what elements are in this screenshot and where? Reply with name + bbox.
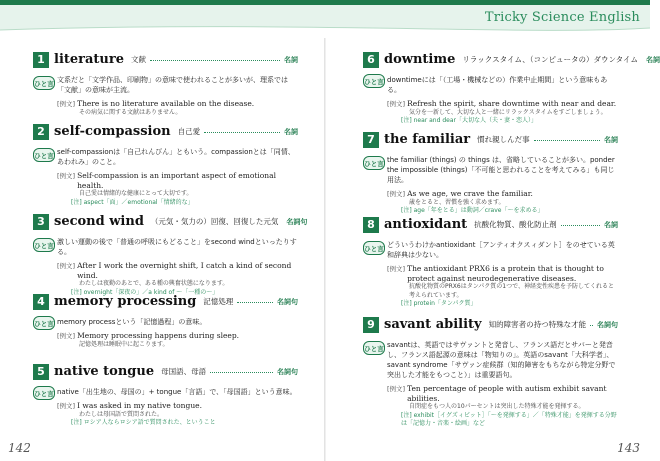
entry-savant-ability	[363, 315, 618, 427]
example-sentence: As we age, we crave the familiar.	[407, 189, 533, 198]
hitokoto-badge: ひと言	[33, 238, 55, 252]
explanation: 激しい運動の後で「普通の呼吸にもどること」をsecond windといったりする。	[57, 238, 297, 256]
example-label: [例文]	[387, 385, 406, 393]
example-sentence: Ten percentage of people with autism exhibit savant abilities.	[407, 384, 607, 403]
hitokoto-badge: ひと言	[363, 156, 385, 170]
example-sentence: Refresh the spirit, share downtime with near and dear.	[407, 99, 617, 108]
entry-head	[33, 50, 298, 69]
entry-number: 7	[363, 132, 379, 148]
example-label: [例文]	[57, 262, 76, 270]
entry-head	[33, 362, 298, 381]
entry-word: native tongue	[54, 364, 155, 379]
entry-number: 1	[33, 52, 49, 68]
entry-gloss: 記憶処理	[203, 297, 234, 306]
example-translation: 歳をとると、習慣を強く求めます。	[409, 198, 505, 206]
example-note: [注] protein「タンパク質」	[401, 300, 477, 307]
part-of-speech: 名詞	[284, 55, 298, 64]
explanation: savantは、英語ではサヴァントと発音し、フランス語だとサバーと発音し、フランス語起源の意味は「物知りの」。英語のsavant「大科学者」、savant syndrome「サヴァン症候群（知的障害をもちながら特定分野で突出した才能をもつこと）」は重要語句。	[387, 341, 616, 379]
example-note: [注] aspect「面」／emotional「情緒的な」	[71, 198, 194, 206]
left-page-column	[33, 50, 308, 432]
example-translation: その病気に関する文献はありません。	[79, 108, 182, 116]
example	[57, 401, 298, 411]
part-of-speech: 名詞	[646, 55, 660, 64]
example-note: [注] near and dear「大切な人（夫・妻・恋人）」	[401, 117, 537, 124]
entry-word: self-compassion	[54, 124, 171, 139]
right-page-number: 143	[617, 441, 640, 455]
entry-head	[363, 215, 618, 234]
part-of-speech: 名詞句	[286, 217, 308, 226]
entry-number: 6	[363, 52, 379, 68]
explanation: self-compassionは「自己れんびん」ともいう。compassionとは「同情、あわれみ」のこと。	[57, 148, 295, 166]
example	[387, 384, 618, 403]
entry-gloss: （元気・気力の）回復、回復した元気	[150, 217, 279, 226]
dotted-rule	[150, 59, 280, 61]
entry-self-compassion	[33, 122, 298, 212]
entry-word: literature	[54, 52, 125, 67]
entry-number: 9	[363, 317, 379, 333]
example-note: [注] exhibit［イグズィビット］「～を発揮する」／「特殊才能」を発揮する分野は「記憶力・音楽・絵画」など	[401, 411, 617, 427]
example-translation: わたしは夜勤のあとで、ある種の興奮状態になります。	[79, 280, 229, 287]
example-sentence: I was asked in my native tongue.	[77, 401, 202, 410]
explanation: the familiar (things) の things は、省略していることが多い。ponder the impossible (things)「不可能と思われることを考えてみる」も同じ用法。	[387, 156, 615, 184]
entry-word: the familiar	[384, 132, 471, 147]
example-label: [例文]	[387, 190, 406, 198]
example-label: [例文]	[387, 265, 406, 273]
entry-downtime	[363, 50, 660, 130]
example-translation: 抗酸化物質のPRX6はタンパク質の1つで、神経変性疾患を予防してくれると考えられています。	[409, 283, 614, 299]
example-translation: 自己愛は情緒的な健康にとって大切です。	[79, 190, 193, 197]
example-sentence: There is no literature available on the disease.	[77, 99, 255, 108]
part-of-speech: 名詞	[604, 135, 618, 144]
page-gutter	[324, 38, 326, 461]
example-sentence: Memory processing happens during sleep.	[77, 331, 240, 340]
hitokoto-badge: ひと言	[33, 386, 55, 400]
example	[57, 99, 298, 109]
entry-second-wind	[33, 212, 308, 296]
example-label: [例文]	[57, 332, 76, 340]
hitokoto-badge: ひと言	[363, 341, 385, 355]
entry-number: 8	[363, 217, 379, 233]
entry-word: second wind	[54, 214, 144, 229]
entry-literature	[33, 50, 298, 122]
example-translation: わたしは母国語で質問された。	[79, 410, 164, 418]
entry-the-familiar	[363, 130, 618, 215]
entry-gloss: 慣れ親しんだ事	[477, 135, 530, 144]
part-of-speech: 名詞句	[597, 320, 618, 329]
example-note: [注] age「年をとる」は動詞／crave「～を求める」	[401, 207, 544, 214]
example	[57, 261, 298, 280]
entry-native-tongue	[33, 362, 298, 432]
explanation: 文系だと「文学作品、印刷物」の意味で使われることが多いが、理系では「文献」の意味が主流。	[57, 76, 288, 94]
part-of-speech: 名詞句	[277, 297, 298, 306]
example-sentence: Self-compassion is an important aspect of emotional health.	[77, 171, 276, 190]
example	[387, 99, 618, 109]
entry-number: 3	[33, 214, 49, 230]
dotted-rule	[204, 131, 280, 133]
example	[57, 171, 298, 190]
example-label: [例文]	[57, 402, 76, 410]
dotted-rule	[534, 139, 600, 141]
example	[387, 264, 618, 283]
example-label: [例文]	[57, 100, 76, 108]
explanation: downtimeには「（工場・機械などの）作業中止期間」という意味もある。	[387, 76, 608, 94]
example-note: [注] overnight「深夜の」／a kind of ～「一種の～」	[71, 288, 219, 296]
part-of-speech: 名詞	[604, 220, 618, 229]
dotted-rule	[210, 371, 273, 373]
example-translation: 記憶処理は睡眠中に起こります。	[79, 340, 169, 348]
explanation: どういうわけかantioxidant［アンティオクスィダント］をのせている英和辞典は少ない。	[387, 241, 615, 259]
dotted-rule	[561, 224, 600, 226]
entry-head	[33, 122, 298, 141]
entry-head	[363, 130, 618, 149]
entry-word: savant ability	[384, 317, 482, 332]
entry-head	[363, 315, 618, 334]
entry-gloss: リラックスタイム、（コンピュータの）ダウンタイム	[462, 55, 639, 64]
header-title: Tricky Science English	[484, 10, 640, 25]
dotted-rule	[590, 324, 593, 326]
entry-gloss: 知的障害者の持つ特殊な才能	[488, 320, 587, 329]
entry-antioxidant	[363, 215, 618, 315]
explanation: native「出生地の、母国の」+ tongue「言語」で、「母国語」という意味。	[57, 388, 297, 396]
entry-head	[363, 50, 660, 69]
entry-memory-processing	[33, 292, 298, 362]
hitokoto-badge: ひと言	[33, 316, 55, 330]
hitokoto-badge: ひと言	[33, 148, 55, 162]
example-sentence: The antioxidant PRX6 is a protein that is thought to protect against neurodegenerative diseases.	[407, 264, 604, 283]
example-note: [注] ロシア人ならロシア語で質問された、ということ	[71, 419, 216, 426]
explanation: memory processという「記憶過程」の意味。	[57, 318, 207, 326]
hitokoto-badge: ひと言	[363, 74, 385, 88]
entry-gloss: 母国語、母語	[161, 367, 207, 376]
entry-word: antioxidant	[384, 217, 468, 232]
hitokoto-badge: ひと言	[33, 76, 55, 90]
entry-gloss: 自己愛	[177, 127, 201, 136]
right-page-column	[363, 50, 660, 427]
example-translation: 気分を一新して、大切な人と一緒にリラックスタイムをすごしましょう。	[409, 108, 607, 116]
entry-head	[33, 292, 298, 311]
example-label: [例文]	[387, 100, 406, 108]
entry-head	[33, 212, 308, 231]
entry-number: 4	[33, 294, 49, 310]
part-of-speech: 名詞	[284, 127, 298, 136]
left-page-number: 142	[8, 441, 31, 455]
example	[387, 189, 618, 199]
entry-gloss: 抗酸化物質、酸化防止剤	[474, 220, 557, 229]
entry-word: downtime	[384, 52, 456, 67]
entry-number: 2	[33, 124, 49, 140]
entry-word: memory processing	[54, 294, 197, 309]
entry-gloss: 文献	[131, 55, 147, 64]
example-label: [例文]	[57, 172, 76, 180]
dotted-rule	[237, 301, 273, 303]
example-translation: 自閉症をもつ人の10パーセントは突出した特殊才能を発揮する。	[409, 403, 585, 410]
entry-number: 5	[33, 364, 49, 380]
part-of-speech: 名詞句	[277, 367, 298, 376]
example	[57, 331, 298, 341]
example-sentence: After I work the overnight shift, I catch a kind of second wind.	[77, 261, 292, 280]
hitokoto-badge: ひと言	[363, 241, 385, 255]
